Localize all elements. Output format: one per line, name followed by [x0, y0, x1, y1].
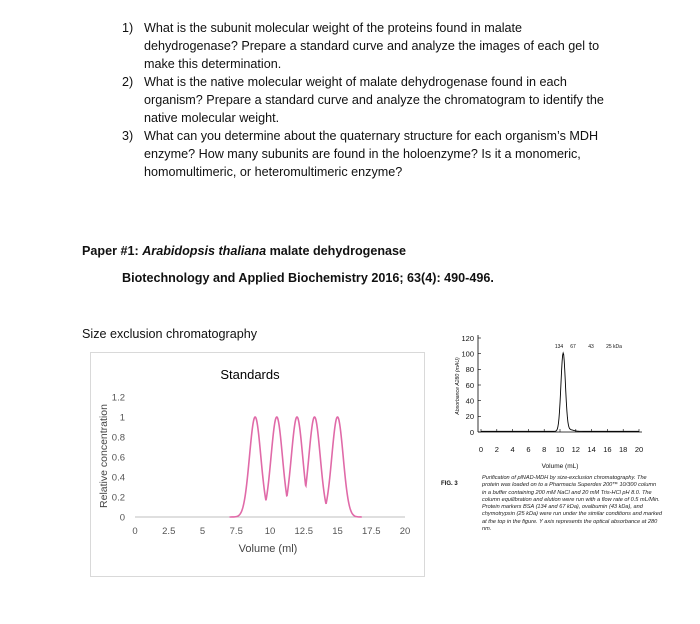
question-text: What is the subunit molecular weight of the proteins found in malate dehydrogenase? Prepare a standard curve and analyze the images of each gel to make this determination.	[144, 21, 600, 71]
x-tick-label: 10	[555, 445, 565, 454]
question-number: 1)	[122, 21, 134, 35]
x-tick-label: 20	[634, 445, 644, 454]
x-tick-label: 0	[132, 526, 138, 537]
x-tick-label: 7.5	[229, 526, 243, 537]
standards-chart	[90, 352, 425, 577]
paper-label: Paper #1:	[82, 244, 143, 258]
x-axis-label: Volume (ml)	[238, 543, 298, 555]
y-tick-label: 20	[465, 412, 474, 422]
paper-title	[82, 244, 406, 258]
question-text: What can you determine about the quaternary structure for each organism’s MDH enzyme? How many subunits are found in the holoenzyme? Is it a monomeric, homomultimeric, or heteromultimeric enzyme?	[144, 129, 599, 179]
x-tick-label: 2.5	[162, 526, 176, 537]
y-tick-label: 0	[469, 427, 474, 437]
marker-label: 25 kDa	[606, 344, 622, 350]
y-axis-label: Relative concentration	[98, 404, 110, 508]
x-tick-label: 14	[587, 445, 596, 454]
question-number: 2)	[122, 75, 134, 89]
x-tick-label: 20	[399, 526, 411, 537]
y-tick-label: 120	[461, 333, 474, 343]
y-tick-label: 0.6	[111, 452, 125, 464]
y-tick-label: 0.2	[111, 492, 125, 504]
x-tick-label: 10	[264, 526, 276, 537]
x-tick-label: 16	[603, 445, 612, 454]
x-tick-label: 18	[619, 445, 628, 454]
question-text: What is the native molecular weight of malate dehydrogenase found in each organism? Prepare a standard curve and analyze the chromatogram to identify the native molecular weight.	[144, 75, 604, 125]
paper-citation: Biotechnology and Applied Biochemistry 2016; 63(4): 490-496.	[122, 271, 494, 285]
y-tick-label: 0.8	[111, 432, 125, 444]
y-tick-label: 40	[465, 396, 474, 406]
x-tick-label: 6	[526, 445, 531, 454]
x-tick-label: 8	[542, 445, 547, 454]
chromatogram-curve	[481, 353, 639, 431]
section-title: Size exclusion chromatography	[82, 327, 258, 341]
x-tick-label: 2	[494, 445, 499, 454]
paper-title-rest: malate dehydrogenase	[266, 244, 407, 258]
y-tick-label: 1	[119, 412, 125, 424]
y-tick-label: 0.4	[111, 472, 125, 484]
y-tick-label: 100	[461, 349, 474, 359]
x-tick-label: 4	[510, 445, 515, 454]
chart-title: Standards	[220, 367, 280, 382]
figure-label: FIG. 3	[441, 481, 458, 487]
y-tick-label: 1.2	[111, 392, 125, 404]
y-axis-label: Absorbance A280 (mAU)	[455, 357, 461, 415]
marker-label: 67	[570, 344, 576, 350]
x-tick-label: 0	[478, 445, 484, 454]
y-tick-label: 80	[465, 365, 474, 375]
y-tick-label: 0	[119, 512, 125, 524]
y-tick-label: 60	[465, 380, 474, 390]
chromatogram-chart	[430, 326, 665, 471]
marker-label: 43	[588, 344, 594, 350]
marker-label: 134	[554, 344, 564, 350]
x-tick-label: 15	[332, 526, 343, 537]
x-tick-label: 17.5	[362, 526, 381, 537]
x-axis-label: Volume (mL)	[541, 463, 579, 470]
x-tick-label: 5	[199, 526, 206, 537]
paper-species: Arabidopsis thaliana	[142, 244, 267, 258]
question-number: 3)	[122, 129, 134, 143]
figure-caption: Purification of plNAD-MDH by size-exclusion chromatography. The protein was loaded on to a Pharmacia Superdex 200™ 10/300 column in a buffer containing 200 mM NaCl and 20 mM Tris-HCl pH 8.0. The column equilibration and elution were run with a flow rate of 0.5 mL/Min. Protein markers BSA (134 and 67 kDa), ovalbumin (43 kDa), and chymotrypsin (25 kDa) were run under the similar conditions and marked at the top in the figure. Y axis represents the optical absorbance at 280 nm.	[482, 475, 663, 533]
x-tick-label: 12.5	[294, 526, 313, 537]
x-tick-label: 12	[571, 445, 580, 454]
